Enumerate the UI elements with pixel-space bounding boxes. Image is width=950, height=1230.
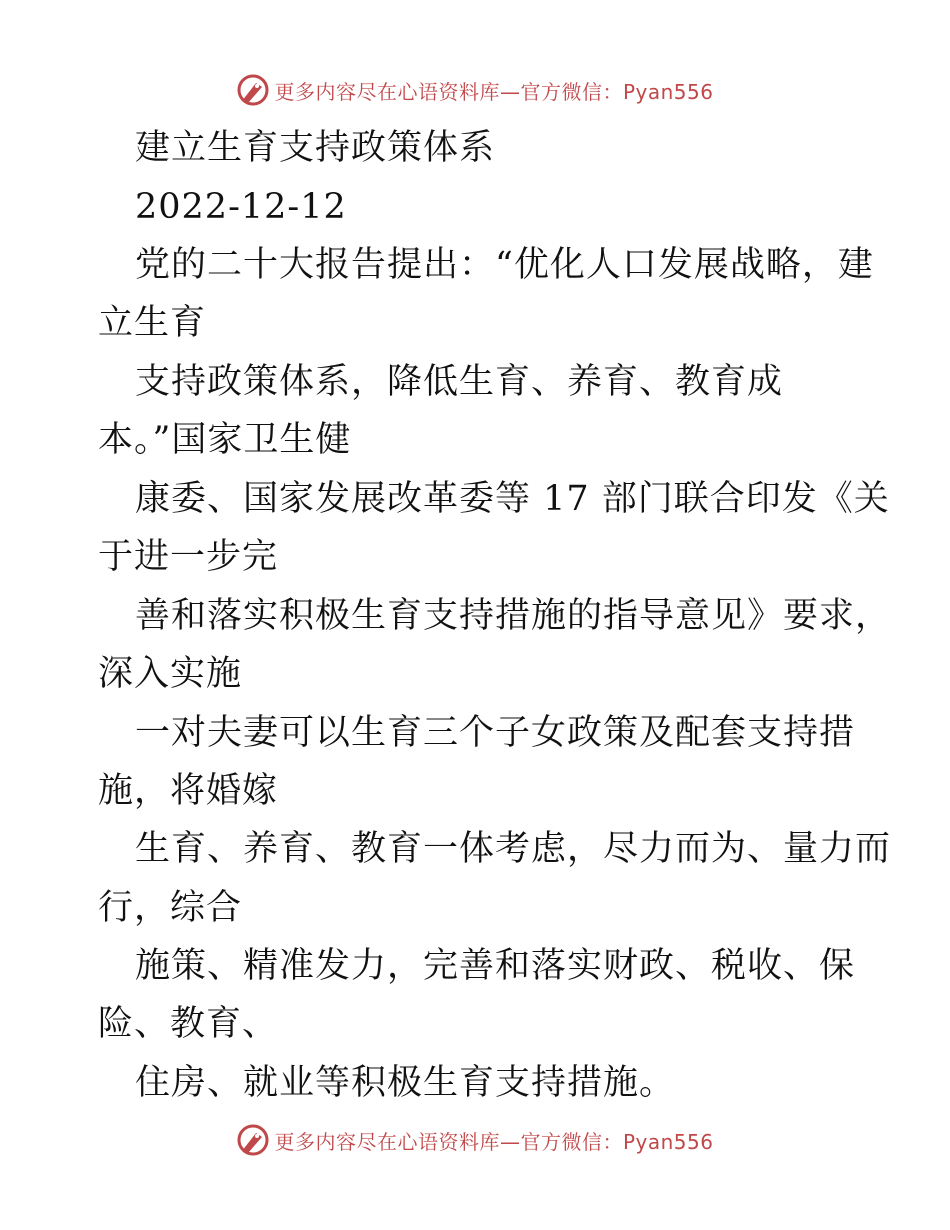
header-banner <box>0 70 950 110</box>
paragraph-line: 险、教育、 <box>98 1004 279 1044</box>
paragraph-line: 本。”国家卫生健 <box>98 420 352 460</box>
paragraph-line: 施，将婚嫁 <box>98 771 279 811</box>
paragraph-line: 生育、养育、教育一体考虑，尽力而为、量力而 <box>135 829 892 869</box>
pen-nib-logo-icon <box>236 1123 270 1157</box>
paragraph-line: 行，综合 <box>98 888 243 928</box>
paragraph-line: 支持政策体系，降低生育、养育、教育成 <box>135 362 784 402</box>
paragraph-line: 深入实施 <box>98 654 243 694</box>
pen-nib-logo-icon <box>236 73 270 107</box>
footer-banner <box>0 1120 950 1160</box>
document-date: 2022-12-12 <box>135 187 347 227</box>
paragraph-line: 一对夫妻可以生育三个子女政策及配套支持措 <box>135 713 856 753</box>
paragraph-line: 党的二十大报告提出：“优化人口发展战略，建 <box>135 245 874 285</box>
paragraph-line: 善和落实积极生育支持措施的指导意见》要求， <box>135 596 892 636</box>
paragraph-line: 康委、国家发展改革委等 17 部门联合印发《关 <box>135 479 890 519</box>
paragraph-line: 住房、就业等积极生育支持措施。 <box>135 1063 676 1103</box>
footer-promo-text: 更多内容尽在心语资料库—官方微信：Pyan556 <box>274 1129 714 1154</box>
paragraph-line: 施策、精准发力，完善和落实财政、税收、保 <box>135 946 856 986</box>
document-title: 建立生育支持政策体系 <box>135 128 496 168</box>
header-promo-text: 更多内容尽在心语资料库—官方微信：Pyan556 <box>274 79 714 104</box>
paragraph-line: 立生育 <box>98 303 207 343</box>
paragraph-line: 于进一步完 <box>98 537 279 577</box>
